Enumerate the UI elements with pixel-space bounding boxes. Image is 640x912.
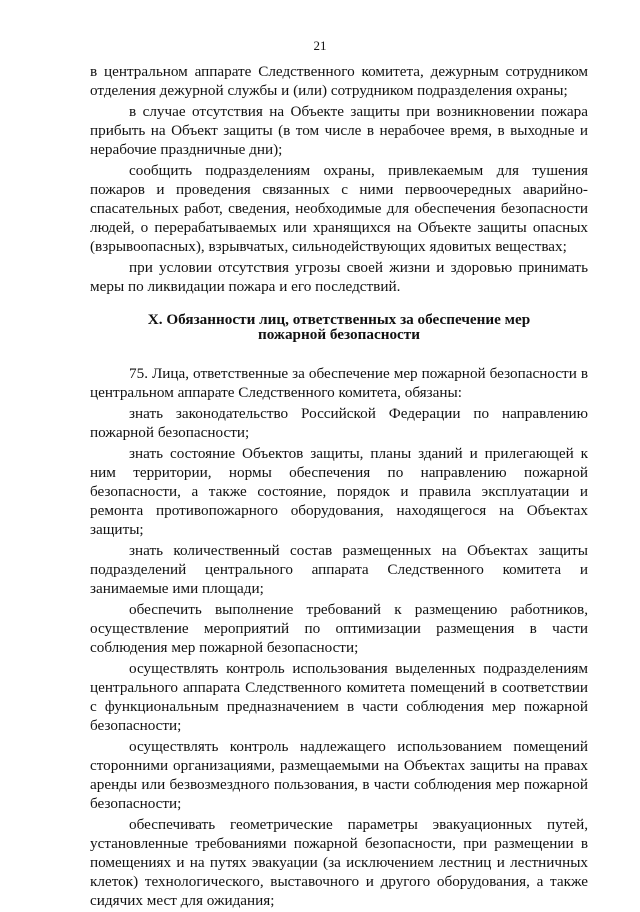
paragraph: обеспечивать геометрические параметры эвакуационных путей, установленные требованиями пожарной безопасности, при размещении в помещениях и на путях эвакуации (за исключением лестниц и лестничных клеток) технологического, выставочного и другого оборудования, а также сидячих мест для ожидания; xyxy=(90,816,588,909)
bottom-paragraphs xyxy=(90,364,588,910)
paragraph: в случае отсутствия на Объекте защиты при возникновении пожара прибыть на Объект защиты (в том числе в нерабочее время, в выходные и нерабочие праздничные дни); xyxy=(90,103,588,158)
paragraph: знать состояние Объектов защиты, планы зданий и прилегающей к ним территории, нормы обеспечения по направлению пожарной безопасности, а также состояние, порядок и правила эксплуатации и ремонта противопожарного оборудования, находящегося на Объектах защиты; xyxy=(90,445,588,538)
section-heading xyxy=(90,312,588,342)
paragraph: знать количественный состав размещенных на Объектах защиты подразделений центрального аппарата Следственного комитета и занимаемые ими площади; xyxy=(90,542,588,597)
section-heading-line: пожарной безопасности xyxy=(257,326,421,343)
document-body xyxy=(90,62,588,912)
top-paragraphs xyxy=(90,62,588,296)
paragraph: 75. Лица, ответственные за обеспечение мер пожарной безопасности в центральном аппарате Следственного комитета, обязаны: xyxy=(90,365,588,401)
paragraph: осуществлять контроль использования выделенных подразделениям центрального аппарата Следственного комитета помещений в соответствии с функциональным предназначением в части соблюдения мер пожарной безопасности; xyxy=(90,660,588,734)
paragraph: обеспечить выполнение требований к размещению работников, осуществление мероприятий по оптимизации размещения в части соблюдения мер пожарной безопасности; xyxy=(90,601,588,656)
paragraph: знать законодательство Российской Федерации по направлению пожарной безопасности; xyxy=(90,405,588,441)
paragraph: осуществлять контроль надлежащего использованием помещений сторонними организациями, размещаемыми на Объектах защиты на правах аренды или безвозмездного пользования, в части соблюдения мер пожарной безопасности; xyxy=(90,738,588,812)
paragraph: в центральном аппарате Следственного комитета, дежурным сотрудником отделения дежурной службы и (или) сотрудником подразделения охраны; xyxy=(90,63,588,99)
page-number: 21 xyxy=(313,38,327,53)
paragraph: сообщить подразделениям охраны, привлекаемым для тушения пожаров и проведения связанных с ними первоочередных аварийно-спасательных работ, сведения, необходимые для обеспечения безопасности людей, о перерабатываемых или хранящихся на Объекте защиты опасных (взрывоопасных), взрывчатых, сильнодействующих ядовитых веществах; xyxy=(90,162,588,255)
section-heading-line: X. Обязанности лиц, ответственных за обеспечение мер xyxy=(147,311,531,328)
paragraph: при условии отсутствия угрозы своей жизни и здоровью принимать меры по ликвидации пожара и его последствий. xyxy=(90,259,588,295)
